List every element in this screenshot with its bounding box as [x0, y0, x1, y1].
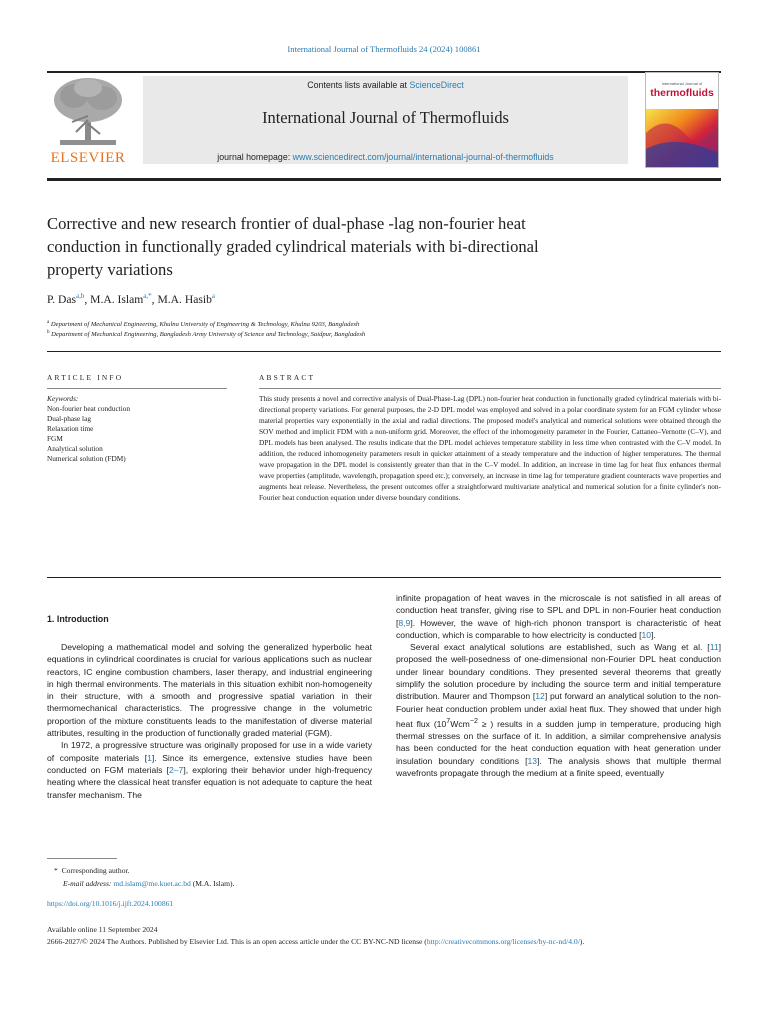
author-affil-mark[interactable]: a	[211, 292, 215, 300]
abstract-rule	[259, 388, 721, 389]
section-heading-introduction: 1. Introduction	[47, 614, 109, 624]
contents-line: Contents lists available at ScienceDirect	[307, 80, 464, 90]
homepage-link[interactable]: www.sciencedirect.com/journal/international-journal-of-thermofluids	[292, 152, 554, 162]
affiliation: $^b$ Department of Mechanical Engineering, Bangladesh Army University of Science and Technology, Saidpur, Bangladesh	[47, 330, 366, 339]
article-info-rule	[47, 388, 227, 389]
citation-link[interactable]: 13	[527, 755, 538, 766]
paragraph: infinite propagation of heat waves in the microscale is not satisfied in all areas of conduction heat transfer, giving rise to SPL and DPL in non-Fourier heat conduction [8,9]. However, the wave of high-rich phonon transport is characteristic of heat conduction, which is comparable to how electricity is conducted [10].	[396, 593, 721, 640]
homepage-line: journal homepage: www.sciencedirect.com/journal/international-journal-of-thermofluids	[217, 152, 554, 162]
keywords-block	[47, 394, 237, 464]
license-statement: 2666-2027/© 2024 The Authors. Published by Elsevier Ltd. This is an open access article under the CC BY-NC-ND license (http://creativecommons.org/licenses/by-nc-nd/4.0/).	[47, 937, 585, 946]
paragraph: In 1972, a progressive structure was originally proposed for use in a wide variety of composite materials [1]. Since its emergence, extensive studies have been conducted on FGM materials [2–7], exploring their behavior under high-frequency heating where the classical heat transfer equation is not adequate to capture the heat transfer mechanism. The	[47, 740, 373, 800]
author-name[interactable]: M.A. Islam	[90, 292, 144, 306]
journal-title: International Journal of Thermofluids	[262, 108, 509, 127]
abstract-divider	[47, 577, 721, 578]
article-title: Corrective and new research frontier of dual-phase -lag non-fourier heat conduction in functionally graded cylindrical materials with bi-directional property variations	[47, 214, 539, 279]
citation-link[interactable]: 2–7	[168, 764, 184, 775]
author-affil-mark[interactable]: a,b	[76, 292, 85, 300]
footnote-rule	[47, 858, 117, 859]
keyword: Numerical solution (FDM)	[47, 454, 126, 463]
keyword: Dual-phase lag	[47, 414, 91, 423]
keyword: Non-fourier heat conduction	[47, 404, 131, 413]
abstract-heading: ABSTRACT	[259, 373, 316, 382]
title-divider	[47, 351, 721, 352]
abstract-text: This study presents a novel and corrective analysis of Dual-Phase-Lag (DPL) non-fourier heat conduction in functionally graded cylindrical materials with bi-directional property variations. For general purposes, the 2-D DPL model was employed and solved in a polar coordinate system for an FGM cylinder whose material properties vary exponentially in the axial and radial directions. The proposed model's analytical and numerical solutions were obtained through the SOV method and implicit FDM with a non-uniform grid. Moreover, the effect of the inhomogeneity parameter in the Fourier, Cattaneo–Vernotte (C–V), and DPL models has been analysed. The results indicate that the DPL model achieves temperature stability in less time when contrasted with the C–V model. In addition, the reduced inhomogeneity parameters result in quicker attainment of a steady temperature and the induction of higher temperatures. The thermal wave propagation in the DPL model is consistently greater than that in the C–V model. In addition, an increase in time lag for heat flux enhances thermal wave properties (amplitude, wavelength, propagation speed etc.); conversely, an increase in time lag for temperature gradient counteracts wave properties and augments heat release. Nevertheless, the present outcomes offer a straightforward multivariate analytical and numerical solution for a finite cylinder's non-Fourier heat conduction equation under diverse boundary conditions.	[259, 394, 721, 502]
body-column-left	[47, 641, 372, 801]
corresponding-author-note: * Corresponding author.	[54, 866, 130, 875]
author-name[interactable]: M.A. Hasib	[157, 292, 212, 306]
cover-subtitle: International Journal of	[661, 81, 703, 86]
email-note: E-mail address: md.islam@me.kuet.ac.bd (M.A. Islam).	[63, 879, 235, 888]
keywords-label: Keywords:	[47, 394, 79, 403]
keyword: Analytical solution	[47, 444, 103, 453]
body-column-right	[396, 592, 721, 779]
sciencedirect-link[interactable]: ScienceDirect	[409, 80, 464, 90]
keyword: Relaxation time	[47, 424, 94, 433]
citation-link[interactable]: 1	[147, 752, 152, 763]
available-online: Available online 11 September 2024	[47, 925, 158, 934]
affiliation: $^a$ Department of Mechanical Engineering, Khulna University of Engineering & Technology, Khulna 9203, Bangladesh	[47, 320, 360, 329]
journal-citation[interactable]: International Journal of Thermofluids 24 (2024) 100861	[287, 44, 481, 54]
citation-link[interactable]: 11	[709, 642, 719, 653]
article-info-heading: ARTICLE INFO	[47, 373, 124, 382]
journal-cover-thumbnail[interactable]	[645, 72, 719, 168]
header-top-rule	[47, 71, 721, 73]
license-link[interactable]: http://creativecommons.org/licenses/by-nc-nd/4.0/	[426, 937, 580, 946]
author-name[interactable]: P. Das	[47, 292, 76, 306]
author-affil-mark[interactable]: a,*	[143, 292, 152, 300]
keyword: FGM	[47, 434, 63, 443]
email-link[interactable]: md.islam@me.kuet.ac.bd	[113, 879, 191, 888]
paragraph: Developing a mathematical model and solving the generalized hyperbolic heat equations in cylindrical coordinates is crucial for various applications such as nuclear reactors, IC engine combustion chambers, laser therapy, and industrial engineering in high thermal environments. The materials in this situation exhibit non-homogeneity in their structure, with a smooth and progressive spatial variation in their thermomechanical characteristics. The progressive change in the volumetric proportion of the mixture constituents leads to the manifestation of diverse material attributes, resulting in the production of functionally graded material (FGM).	[47, 642, 372, 739]
header-bottom-rule	[47, 178, 721, 181]
cover-title: thermofluids	[650, 87, 714, 99]
paragraph: Several exact analytical solutions are established, such as Wang et al. [11] proposed the well-posedness of one-dimensional non-Fourier DPL heat conduction under linear boundary conditions. They presented several theorems that greatly simplify the solution procedure by including the source term and initial temperature distribution. Maurer and Thompson [12] put forward an analytical solution to the non-Fourier heat conduction problem under axial heat flux. They showed that under high heat flux ($10^7Wcm^{-2}$ ≥ ) results in a sudden jump in temperature, producing high thermal stresses on the surface of it. In addition, a similar comprehensive analysis has been conducted for the heat conduction equation with heat generation under insulation boundary conditions [13]. The analysis shows that multiple thermal wavefronts propagate through the medium at a finite speed, eventually	[396, 642, 721, 779]
doi-link[interactable]: https://doi.org/10.1016/j.ijft.2024.100861	[47, 899, 174, 908]
citation-link[interactable]: 10	[641, 629, 652, 640]
citation-link[interactable]: 8,9	[398, 617, 411, 628]
citation-link[interactable]: 12	[535, 691, 545, 702]
publisher-wordmark: ELSEVIER	[50, 150, 126, 166]
author-list: P. Das$^{a,b}$, M.A. Islam$^{a,*}$, M.A. Hasib$^a$	[47, 292, 215, 306]
